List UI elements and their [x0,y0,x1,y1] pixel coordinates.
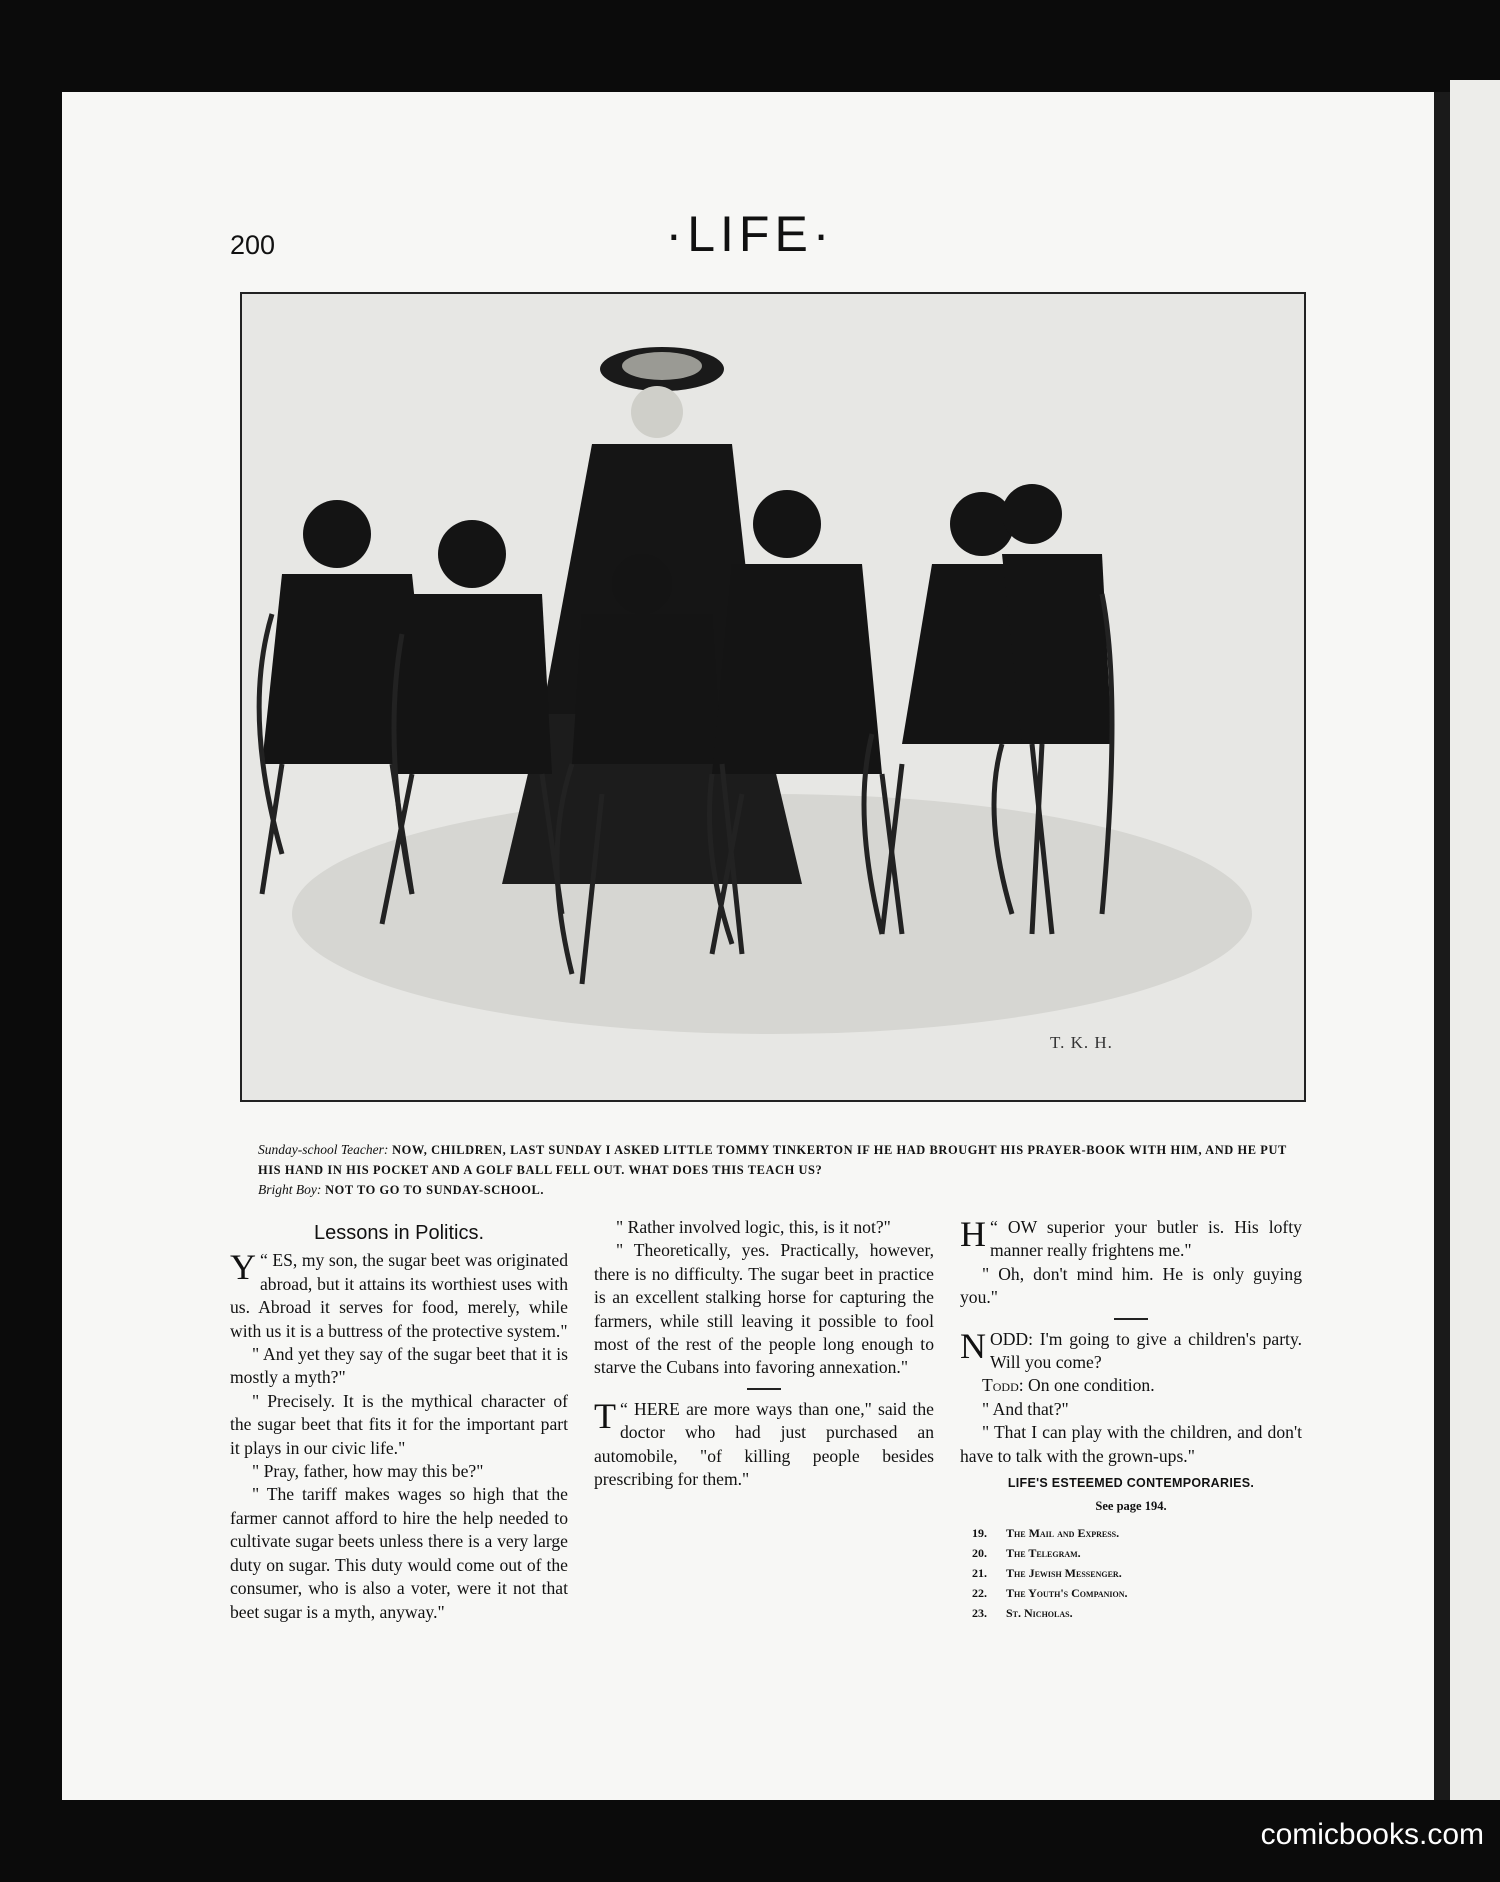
article-paragraph: “ H OW superior your butler is. His lofty manner really frightens me." [960,1214,1302,1261]
contemporaries-title: LIFE'S ESTEEMED CONTEMPORARIES. [1007,1476,1255,1491]
article-paragraph: " That I can play with the children, and don't have to talk with the grown-ups." [960,1422,1302,1466]
list-item [972,1543,1302,1563]
drop-cap: Y [230,1247,256,1288]
paragraph-text: ES, my son, the sugar beet was originated abroad, but it attains its worthiest uses with us. Abroad it serves for food, merely, while with us it is a buttress of the protective system." [230,1250,568,1341]
column-2 [594,1216,934,1491]
watermark-logo: comicbooks.com [1260,1818,1484,1851]
caption-speaker-teacher: Sunday-school Teacher: [258,1142,389,1157]
article-paragraph: " Pray, father, how may this be?" [252,1461,484,1482]
paragraph-text: OW superior your butler is. His lofty manner really frightens me." [990,1217,1302,1261]
item-number: 19. [972,1525,987,1540]
sunday-school-illustration [242,294,1304,1100]
paragraph-text: ODD: I'm going to give a children's party. Will you come? [990,1328,1302,1373]
paragraph-text: : On one condition. [1018,1375,1155,1396]
article-paragraph: “ T HERE are more ways than one," said the doctor who had just purchased an automobile, "of killing people besides prescribing for them." [594,1395,934,1490]
item-number: 23. [972,1605,987,1620]
article-paragraph [960,1374,1302,1397]
contemporaries-list [972,1523,1302,1623]
article-title: Lessons in Politics. [313,1222,485,1244]
caption-line-teacher: NOW, CHILDREN, LAST SUNDAY I ASKED LITTLE TOMMY TINKERTON IF HE HAD BROUGHT HIS PRAYER-BOOK WITH HIM, AND HE PUT HIS HAND IN HIS POCKET AND A GOLF BALL FELL OUT. WHAT DOES THIS TEACH US? [258,1143,1287,1177]
article-paragraph: " Rather involved logic, this, is it not?" [616,1217,891,1237]
article-paragraph: " Theoretically, yes. Practically, however, there is no difficulty. The sugar beet in practice is an excellent stalking horse for capturing the farmers, while still leaving it possible to fool most of the rest of the people long enough to starve the Cubans into favoring annexation." [594,1240,934,1378]
adjacent-page-edge [1450,80,1500,1800]
item-number: 22. [972,1585,987,1600]
article-paragraph: “ Y ES, my son, the sugar beet was originated abroad, but it attains its worthiest uses with us. Abroad it serves for food, merely, while with us it is a buttress of the protective system." [230,1247,568,1341]
column-3 [960,1216,1302,1623]
article-paragraph: " And yet they say of the sugar beet that it is mostly a myth?" [230,1344,568,1388]
page-number: 200 [230,230,276,260]
article-paragraph: " And that?" [982,1398,1069,1419]
list-item [972,1563,1302,1583]
paragraph-text: HERE are more ways than one," said the doctor who had just purchased an automobile, "of killing people besides prescribing for them." [594,1398,934,1490]
item-name: The Jewish Messenger. [1006,1565,1122,1580]
illustration-caption [258,1140,1304,1200]
speaker-name: Todd [982,1375,1019,1396]
caption-line-boy: NOT TO GO TO SUNDAY-SCHOOL. [325,1183,545,1197]
list-item [972,1583,1302,1603]
article-paragraph [960,1325,1302,1375]
drop-cap: N [960,1325,986,1366]
article-paragraph: " Oh, don't mind him. He is only guying you." [960,1263,1302,1308]
drop-cap: H [960,1214,986,1254]
illustration [240,292,1306,1102]
article-paragraph: " The tariff makes wages so high that the farmer cannot afford to hire the help needed to cultivate sugar beets unless there is a very large duty on sugar. This duty would come out of the consumer, who is also a voter, were it not that beet sugar is a myth, anyway." [230,1484,568,1622]
item-name: St. Nicholas. [1006,1605,1073,1620]
divider [1114,1318,1148,1320]
item-name: The Mail and Express. [1006,1525,1120,1540]
masthead: ·LIFE· [665,206,835,262]
item-number: 21. [972,1565,987,1580]
contemporaries-subtitle: See page 194. [1095,1499,1167,1514]
artist-signature: T. K. H. [1050,1033,1113,1052]
item-name: The Telegram. [1006,1545,1081,1560]
list-item [972,1603,1302,1623]
caption-speaker-boy: Bright Boy: [258,1182,322,1197]
article-paragraph: " Precisely. It is the mythical character of the sugar beet that fits it for the important part it plays in our civic life." [230,1390,568,1458]
divider [747,1388,781,1390]
item-name: The Youth's Companion. [1006,1585,1128,1600]
item-number: 20. [972,1545,987,1560]
list-item [972,1523,1302,1543]
drop-cap: T [594,1395,616,1436]
binding-spine [1434,92,1450,1800]
column-1 [230,1216,568,1624]
